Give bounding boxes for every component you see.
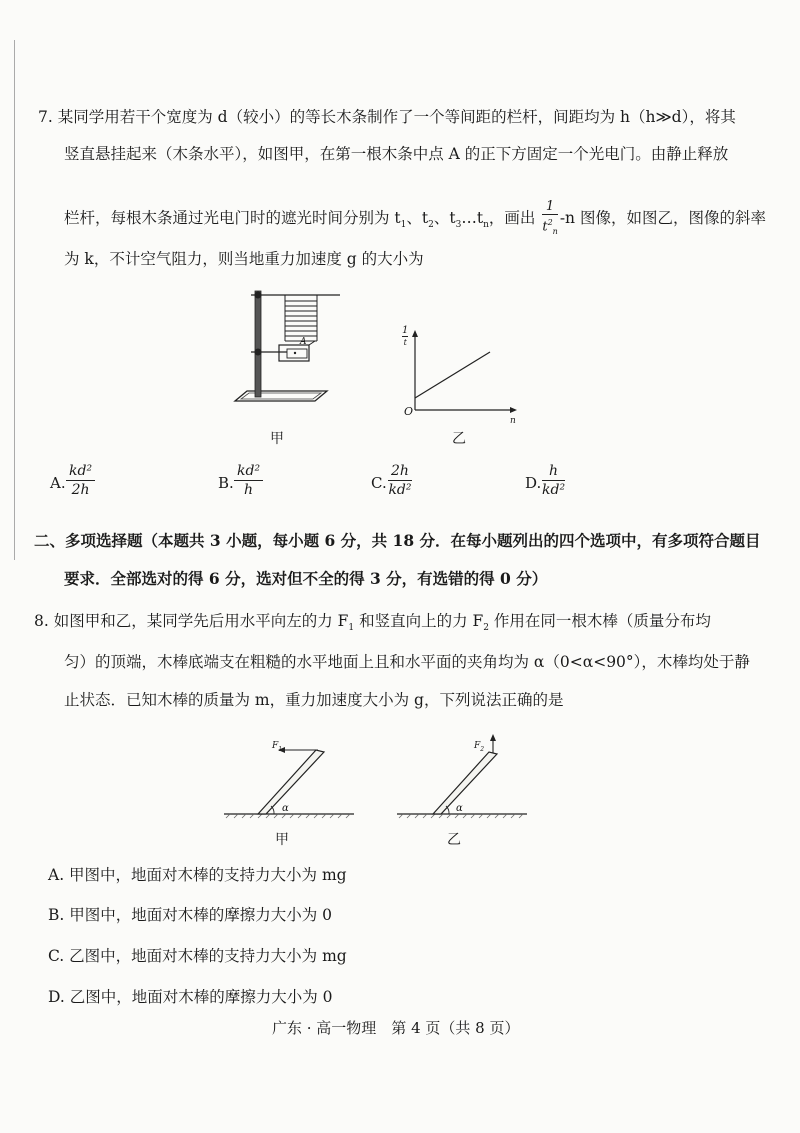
q8-option-d[interactable]: D. 乙图中，地面对木棒的摩擦力大小为 0: [48, 988, 333, 1006]
q8-option-b[interactable]: B. 甲图中，地面对木棒的摩擦力大小为 0: [48, 906, 333, 924]
section2-heading-line1: 二、多项选择题（本题共 3 小题，每小题 6 分，共 18 分．在每小题列出的四个选项中，有多项符合题目: [34, 531, 761, 550]
q7-line1: 7. 某同学用若干个宽度为 d（较小）的等长木条制作了一个等间距的栏杆，间距均为 h（h≫d），将其: [38, 108, 736, 126]
q8-fig-yi-caption: 乙: [447, 832, 461, 848]
q8-line2: 匀）的顶端，木棒底端支在粗糙的水平地面上且和水平面的夹角均为 α（0<α<90°），木棒均处于静: [64, 653, 750, 671]
q7-graph-origin: O: [404, 405, 414, 418]
q8-f2-label: $F_2$: [474, 741, 485, 753]
scan-margin-line: [14, 40, 15, 560]
q8-alpha-jia: α: [282, 803, 289, 814]
q7-option-c-label: C.: [371, 474, 387, 492]
page-footer: 广东 · 高一物理 第 4 页（共 8 页）: [272, 1019, 520, 1037]
q8-figure-jia: [222, 738, 362, 824]
q7-option-c[interactable]: $\frac{2h}{\text{kd²}}$: [388, 463, 412, 498]
q7-fig-yi-caption: 乙: [452, 431, 466, 447]
q7-option-a[interactable]: $\frac{\text{kd²}}{2h}$: [66, 462, 95, 499]
q8-option-c[interactable]: C. 乙图中，地面对木棒的支持力大小为 mg: [48, 947, 347, 965]
q8-f1-label: $F_1$: [272, 741, 283, 753]
q7-graph-ylabel: 1 t: [402, 325, 409, 347]
q7-graph-xlabel: n: [510, 416, 516, 426]
q7-figure-jia: [215, 283, 345, 418]
q7-line2: 竖直悬挂起来（木条水平），如图甲，在第一根木条中点 A 的正下方固定一个光电门。由静止释放: [64, 145, 729, 163]
q7-fig-jia-caption: 甲: [270, 431, 284, 447]
q7-option-b[interactable]: $\frac{\text{kd²}}{h}$: [234, 462, 263, 499]
q8-fig-jia-caption: 甲: [275, 832, 289, 848]
q8-alpha-yi: α: [456, 803, 463, 814]
q7-line3: 栏杆，每根木条通过光电门时的遮光时间分别为 $t_1$、$t_2$、$t_3\dots t_n$，画出 $\frac{1}{t^2_n}$ -n 图像，如图乙，图像的斜率: [64, 199, 766, 236]
q7-option-d[interactable]: $\frac{h}{\text{kd²}}$: [542, 463, 566, 498]
q7-option-a-label: A.: [50, 474, 66, 492]
q7-graph-line: [415, 352, 490, 398]
q8-line3: 止状态．已知木棒的质量为 m，重力加速度大小为 g，下列说法正确的是: [64, 691, 564, 709]
q8-option-a[interactable]: A. 甲图中，地面对木棒的支持力大小为 mg: [48, 866, 347, 884]
section2-heading-line2: 要求．全部选对的得 6 分，选对但不全的得 3 分，有选错的得 0 分）: [64, 569, 548, 588]
q7-frac-num: 1: [542, 199, 557, 215]
q7-figure-yi-graph: [395, 328, 525, 423]
q7-label-a: A: [300, 337, 307, 347]
q8-line1: 8. 如图甲和乙，某同学先后用水平向左的力 $F_1$ 和竖直向上的力 $F_2$ 作用在同一根木棒（质量分布均: [34, 612, 711, 634]
q7-option-b-label: B.: [218, 474, 234, 492]
q7-line4: 为 k，不计空气阻力，则当地重力加速度 g 的大小为: [64, 250, 424, 268]
q8-figure-yi: [395, 732, 535, 824]
q7-option-d-label: D.: [525, 474, 542, 492]
